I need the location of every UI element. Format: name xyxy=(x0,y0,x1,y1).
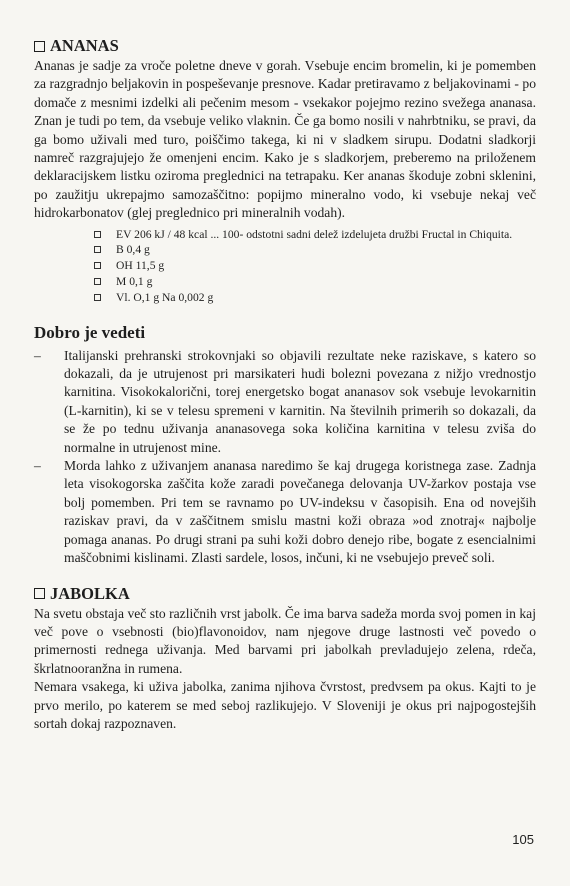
checkbox-square-icon xyxy=(34,41,45,52)
section-title: ANANAS xyxy=(50,36,119,55)
subheading-dobro-je-vedeti: Dobro je vedeti xyxy=(34,322,146,342)
nutrition-fact-text: M 0,1 g xyxy=(116,275,153,289)
list-item-text: Morda lahko z uživanjem ananasa naredimo še kaj drugega koristnega zase. Zadnja leta visokogorska zaščita kože zaradi povečanega delovanja UV-žarkov postaja vse bolj pomemben. Pri tem se ravnamo po UV-indeksu v časopisih. Ena od novejših raziskav pravi, da v zaščitnem smislu mastni koži obraza »od znotraj« najbolje pomaga ananas. Po drugi strani pa suhi koži dobro denejo ribe, bogate z esencialnimi maščobnimi kislinami. Zlasti sardele, losos, inčuni, ki ne vsebujejo preveč soli. xyxy=(64,458,536,566)
section-title: JABOLKA xyxy=(50,583,130,603)
ananas-paragraph: Ananas je sadje za vroče poletne dneve v gorah. Vsebuje encim bromelin, ki je pomemben za razgradnjo beljakovin in pospeševanje presnove. Kadar pretiravamo z beljakovinami - po domače z mesnimi izdelki ali pečenim mesom - vsekakor pojejmo rezino svežega ananasa. Znan je tudi po tem, da vsebuje veliko vlaknin. Če ga bomo nosili v nahrbtniku, se pravi, da ga bomo uživali med turo, poiščimo takega, ki ni v sladkem sirupu. Dodatni sladkorji namreč razgrajujejo že omenjeni encim. Kako je s sladkorjem, preberemo na priloženem deklaracijskem listku oziroma preglednici na tetrapaku. Ker ananas škoduje zobni sklenini, po zaužitju ukrepajmo samozaščitno: popijmo mineralno vodo, ki vsebuje nekaj več hidrokarbonatov (glej preglednico pri mineralnih vodah). xyxy=(34,58,536,221)
nutrition-fact-item xyxy=(94,290,536,306)
page-number: 105 xyxy=(512,832,534,847)
nutrition-fact-item xyxy=(94,258,536,274)
list-item xyxy=(34,457,536,567)
nutrition-fact-item xyxy=(94,242,536,258)
nutrition-facts-list xyxy=(34,227,536,306)
nutrition-fact-item xyxy=(94,227,536,243)
square-bullet-icon xyxy=(94,294,101,301)
square-bullet-icon xyxy=(94,278,101,285)
section-heading-jabolka xyxy=(34,584,536,604)
list-item-text: Italijanski prehranski strokovnjaki so objavili rezultate neke raziskave, s katero so dokazali, da je utrujenost pri marsikateri hudi bolezni povezana z nižjo vrednostjo karnitina. Visokokalorični, torej energetsko bogat ananasov sok vsebuje levokarnitin (L-karnitin), ki se v telesu spremeni v karnitin. Na številnih primerih so dokazali, da se že po tednu uživanja ananasovega soka količina karnitina v telesu zviša do normalne in utrujenost mine. xyxy=(64,347,536,455)
nutrition-fact-item xyxy=(94,274,536,290)
square-bullet-icon xyxy=(94,246,101,253)
nutrition-fact-text: B 0,4 g xyxy=(116,243,150,257)
square-bullet-icon xyxy=(94,262,101,269)
jabolka-paragraph: Na svetu obstaja več sto različnih vrst jabolk. Če ima barva sadeža morda svoj pomen in kaj več pove o vsebnosti (bio)flavonoidov, nam njegove druge lastnosti več povedo o primernosti rednega uživanja. Med barvami pri jabolkah prevladujejo zelena, rdeča, škrlatnooranžna in rumena. xyxy=(34,605,536,676)
list-item xyxy=(34,347,536,457)
jabolka-paragraph: Nemara vsakega, ki uživa jabolka, zanima njihova čvrstost, predvsem pa okus. Kajti to je prvo merilo, po katerem se med seboj razlikujejo. V Sloveniji je okus pri najpogostejših sortah dokaj razpoznaven. xyxy=(34,679,536,731)
nutrition-fact-text: OH 11,5 g xyxy=(116,259,165,273)
dash-bullet: – xyxy=(34,347,41,363)
page-content xyxy=(34,36,536,733)
nutrition-fact-text: EV 206 kJ / 48 kcal ... 100- odstotni sadni delež izdelujeta družbi Fructal in Chiquita. xyxy=(116,227,513,241)
square-bullet-icon xyxy=(94,231,101,238)
dash-bullet: – xyxy=(34,458,41,474)
nutrition-fact-text: Vl. O,1 g Na 0,002 g xyxy=(116,290,214,304)
tips-list xyxy=(34,347,536,568)
section-heading-ananas xyxy=(34,36,536,56)
checkbox-square-icon xyxy=(34,588,45,599)
